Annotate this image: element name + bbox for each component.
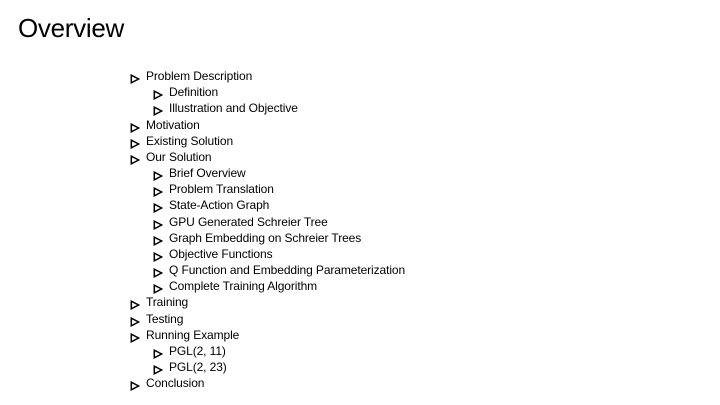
arrowhead-bullet-icon	[153, 233, 163, 243]
outline-item	[0, 165, 405, 181]
outline-item-label: Illustration and Objective	[169, 101, 298, 116]
outline-item	[0, 359, 405, 375]
outline-item	[0, 343, 405, 359]
arrowhead-bullet-icon	[153, 346, 163, 356]
outline-item-label: Objective Functions	[169, 246, 273, 261]
arrowhead-bullet-icon	[153, 265, 163, 275]
outline-item	[0, 84, 405, 100]
outline-item	[0, 262, 405, 278]
arrowhead-bullet-icon	[130, 330, 140, 340]
arrowhead-bullet-icon	[130, 152, 140, 162]
arrowhead-bullet-icon	[130, 297, 140, 307]
outline-item-label: PGL(2, 11)	[169, 344, 226, 358]
outline-item	[0, 230, 405, 246]
arrowhead-bullet-icon	[153, 184, 163, 194]
outline-item	[0, 149, 405, 165]
arrowhead-bullet-icon	[153, 217, 163, 227]
arrowhead-bullet-icon	[153, 103, 163, 113]
outline-item-label: Our Solution	[146, 149, 212, 164]
outline-item	[0, 117, 405, 133]
arrowhead-bullet-icon	[130, 136, 140, 146]
outline-item-label: Existing Solution	[146, 133, 234, 148]
outline-item	[0, 181, 405, 197]
slide-title: Overview	[18, 13, 124, 43]
outline-item-label: Running Example	[146, 327, 240, 342]
arrowhead-bullet-icon	[130, 314, 140, 324]
arrowhead-bullet-icon	[153, 168, 163, 178]
outline-item-label: Problem Translation	[169, 182, 274, 197]
arrowhead-bullet-icon	[130, 71, 140, 81]
outline-item-label: PGL(2, 23)	[169, 360, 227, 375]
outline-item-label: GPU Generated Schreier Tree	[169, 214, 328, 229]
outline-list	[0, 68, 405, 391]
outline-item	[0, 133, 405, 149]
outline-item-label: Motivation	[146, 117, 200, 132]
outline-item-label: State-Action Graph	[169, 198, 270, 213]
outline-item-label: Training	[146, 295, 189, 310]
outline-item-label: Conclusion	[146, 376, 205, 391]
arrowhead-bullet-icon	[153, 249, 163, 259]
outline-item	[0, 294, 405, 310]
outline-item	[0, 246, 405, 262]
outline-item-label: Definition	[169, 85, 219, 100]
arrowhead-bullet-icon	[130, 378, 140, 388]
outline-item-label: Q Function and Embedding Parameterization	[169, 263, 406, 278]
outline-item	[0, 68, 405, 84]
outline-item	[0, 278, 405, 294]
outline-item	[0, 100, 405, 116]
arrowhead-bullet-icon	[153, 87, 163, 97]
outline-item-label: Graph Embedding on Schreier Trees	[169, 230, 362, 245]
outline-item-label: Complete Training Algorithm	[169, 279, 318, 294]
outline-item	[0, 311, 405, 327]
arrowhead-bullet-icon	[153, 362, 163, 372]
outline-item	[0, 214, 405, 230]
arrowhead-bullet-icon	[153, 200, 163, 210]
arrowhead-bullet-icon	[130, 120, 140, 130]
arrowhead-bullet-icon	[153, 281, 163, 291]
outline-item	[0, 327, 405, 343]
outline-item	[0, 197, 405, 213]
outline-item	[0, 375, 405, 391]
outline-item-label: Problem Description	[146, 69, 253, 84]
outline-item-label: Brief Overview	[169, 166, 246, 181]
outline-item-label: Testing	[146, 311, 184, 326]
